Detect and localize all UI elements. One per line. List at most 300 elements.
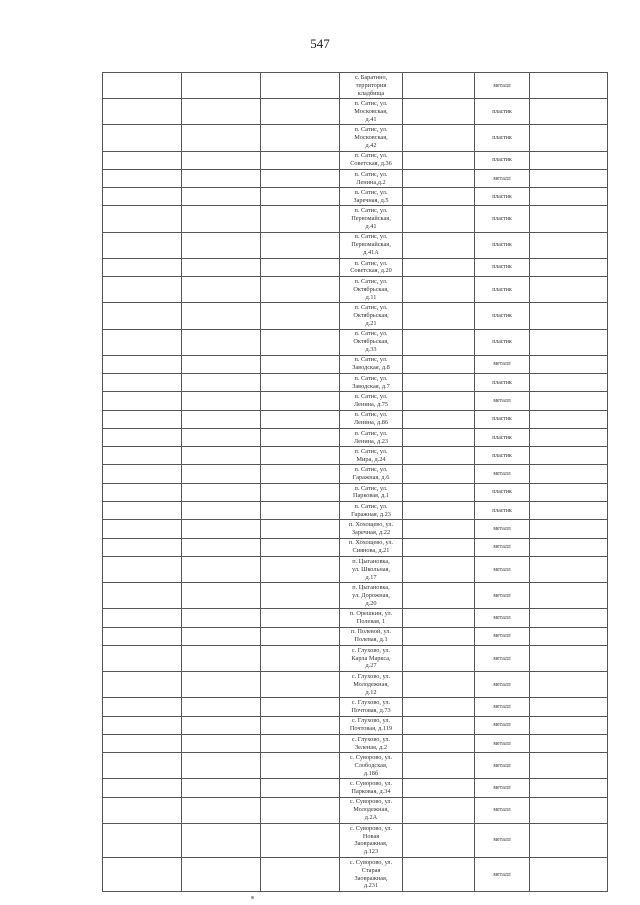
empty-cell <box>530 698 608 716</box>
empty-cell <box>403 583 475 609</box>
empty-cell <box>182 392 261 410</box>
address-line: д.41А <box>363 249 379 257</box>
empty-cell <box>182 734 261 752</box>
material-cell: пластик <box>475 188 530 206</box>
empty-cell <box>530 329 608 355</box>
table-row <box>103 169 608 187</box>
empty-cell <box>182 753 261 779</box>
material-cell: металл <box>475 734 530 752</box>
empty-cell <box>182 583 261 609</box>
empty-cell <box>261 583 340 609</box>
empty-cell <box>182 329 261 355</box>
table-row <box>103 465 608 483</box>
empty-cell <box>530 502 608 520</box>
table-row <box>103 99 608 125</box>
address-line: Первомайская, <box>351 241 391 249</box>
empty-cell <box>103 857 182 891</box>
address-line: п. Сатис, ул. <box>354 277 388 285</box>
address-line: Московская, <box>354 134 388 142</box>
empty-cell <box>261 169 340 187</box>
address-line: Гаражная, д.23 <box>351 510 391 518</box>
address-cell <box>340 99 403 125</box>
address-cell <box>340 169 403 187</box>
address-line: ул. Дорожная, <box>352 591 390 599</box>
empty-cell <box>530 232 608 258</box>
address-line: с. Баратино, <box>354 73 388 81</box>
material-cell: пластик <box>475 99 530 125</box>
empty-cell <box>403 779 475 797</box>
address-line: Новая <box>362 832 380 840</box>
address-line: Заовражная, <box>354 840 388 848</box>
table-row <box>103 73 608 99</box>
material-cell: металл <box>475 823 530 857</box>
empty-cell <box>103 716 182 734</box>
empty-cell <box>530 645 608 671</box>
address-cell <box>340 277 403 303</box>
table-row <box>103 151 608 169</box>
empty-cell <box>182 410 261 428</box>
address-line: Молодежная, <box>353 806 389 814</box>
material-cell: металл <box>475 645 530 671</box>
empty-cell <box>103 734 182 752</box>
address-line: п. Сатис, ул. <box>354 374 388 382</box>
empty-cell <box>103 779 182 797</box>
empty-cell <box>261 151 340 169</box>
empty-cell <box>403 823 475 857</box>
address-cell <box>340 520 403 538</box>
empty-cell <box>103 277 182 303</box>
empty-cell <box>530 188 608 206</box>
address-line: Зеленая, д.2 <box>354 743 388 751</box>
address-line: п. Сатис, ул. <box>354 411 388 419</box>
empty-cell <box>530 73 608 99</box>
empty-cell <box>530 465 608 483</box>
empty-cell <box>103 627 182 645</box>
address-line: Заводская, д.7 <box>352 382 390 390</box>
address-line: п. Хохощево, ул. <box>348 521 394 529</box>
empty-cell <box>261 823 340 857</box>
address-line: п. Сатис, ул. <box>354 233 388 241</box>
address-line: д.12 <box>365 688 377 696</box>
table-row <box>103 734 608 752</box>
empty-cell <box>403 355 475 373</box>
empty-cell <box>261 609 340 627</box>
empty-cell <box>530 206 608 232</box>
address-cell <box>340 258 403 276</box>
table-row <box>103 538 608 556</box>
address-line: Первомайская, <box>351 215 391 223</box>
material-cell: пластик <box>475 447 530 465</box>
empty-cell <box>103 232 182 258</box>
address-line: п. Сатис, ул. <box>354 356 388 364</box>
empty-cell <box>103 447 182 465</box>
address-line: д.123 <box>363 848 379 856</box>
empty-cell <box>182 206 261 232</box>
empty-cell <box>403 206 475 232</box>
address-line: д.231 <box>363 882 379 890</box>
address-line: Старая <box>361 866 381 874</box>
address-line: Октябрьская, <box>353 311 389 319</box>
empty-cell <box>530 716 608 734</box>
table-row <box>103 672 608 698</box>
address-cell <box>340 373 403 391</box>
address-line: п. Сатис, ул. <box>354 259 388 267</box>
table-row <box>103 447 608 465</box>
address-cell <box>340 716 403 734</box>
empty-cell <box>530 303 608 329</box>
address-line: с. Глухово, ул. <box>351 699 391 707</box>
address-line: д.27 <box>365 662 377 670</box>
table-row <box>103 232 608 258</box>
empty-cell <box>103 556 182 582</box>
empty-cell <box>530 410 608 428</box>
empty-cell <box>530 609 608 627</box>
empty-cell <box>530 520 608 538</box>
material-cell: пластик <box>475 410 530 428</box>
address-cell <box>340 125 403 151</box>
empty-cell <box>530 392 608 410</box>
material-cell: металл <box>475 609 530 627</box>
empty-cell <box>403 627 475 645</box>
address-line: Парковая, д.34 <box>351 788 391 796</box>
address-line: с. Суворово, ул. <box>349 753 393 761</box>
address-cell <box>340 151 403 169</box>
empty-cell <box>261 373 340 391</box>
empty-cell <box>103 583 182 609</box>
empty-cell <box>530 672 608 698</box>
address-line: д.41 <box>365 223 377 230</box>
address-line: Сиянова, д.21 <box>352 547 390 555</box>
empty-cell <box>182 373 261 391</box>
empty-cell <box>530 258 608 276</box>
empty-cell <box>261 392 340 410</box>
address-cell <box>340 410 403 428</box>
address-cell <box>340 392 403 410</box>
address-line: д.17 <box>365 573 377 581</box>
table-row <box>103 779 608 797</box>
address-line: Октябрьская, <box>353 338 389 346</box>
empty-cell <box>182 538 261 556</box>
empty-cell <box>403 428 475 446</box>
empty-cell <box>182 258 261 276</box>
empty-cell <box>403 538 475 556</box>
empty-cell <box>182 609 261 627</box>
empty-cell <box>403 373 475 391</box>
empty-cell <box>261 797 340 823</box>
container-site-table <box>102 72 608 892</box>
table-row <box>103 502 608 520</box>
material-cell: пластик <box>475 483 530 501</box>
empty-cell <box>403 277 475 303</box>
address-line: Мира, д.24 <box>356 455 386 463</box>
table-row <box>103 303 608 329</box>
empty-cell <box>182 556 261 582</box>
address-line: Ленина,д.2 <box>356 178 386 186</box>
material-cell: металл <box>475 392 530 410</box>
empty-cell <box>182 277 261 303</box>
address-line: п. Хохощево, ул. <box>348 539 394 547</box>
empty-cell <box>403 734 475 752</box>
empty-cell <box>403 125 475 151</box>
table-row <box>103 206 608 232</box>
address-cell <box>340 73 403 99</box>
address-line: Заречная, д.22 <box>351 529 391 536</box>
table-row <box>103 556 608 582</box>
empty-cell <box>261 206 340 232</box>
address-line: кладбища <box>357 89 385 97</box>
empty-cell <box>530 483 608 501</box>
empty-cell <box>103 823 182 857</box>
address-line: п. Сатис, ул. <box>354 484 388 492</box>
address-line: п. Сатис, ул. <box>354 126 388 134</box>
material-cell: металл <box>475 538 530 556</box>
empty-cell <box>261 556 340 582</box>
address-cell <box>340 797 403 823</box>
empty-cell <box>261 329 340 355</box>
material-cell: пластик <box>475 125 530 151</box>
address-line: д.11 <box>365 293 377 301</box>
empty-cell <box>103 483 182 501</box>
address-line: Заречная, д.5 <box>353 196 389 204</box>
empty-cell <box>403 73 475 99</box>
address-line: Почтовая, д.73 <box>351 706 391 714</box>
empty-cell <box>182 151 261 169</box>
address-cell <box>340 823 403 857</box>
empty-cell <box>403 753 475 779</box>
material-cell: металл <box>475 753 530 779</box>
empty-cell <box>103 609 182 627</box>
address-line: Гаражная, д.6 <box>352 474 390 482</box>
address-cell <box>340 753 403 779</box>
material-cell: пластик <box>475 428 530 446</box>
table-row <box>103 520 608 538</box>
address-line: п. Сатис, ул. <box>354 330 388 338</box>
material-cell: пластик <box>475 232 530 258</box>
address-line: п. Цыгановка, <box>352 583 390 591</box>
table-row <box>103 392 608 410</box>
empty-cell <box>261 672 340 698</box>
address-cell <box>340 857 403 891</box>
empty-cell <box>530 538 608 556</box>
address-cell <box>340 698 403 716</box>
empty-cell <box>403 502 475 520</box>
address-line: п. Сатис, ул. <box>354 429 388 437</box>
empty-cell <box>530 99 608 125</box>
empty-cell <box>103 329 182 355</box>
address-line: Полевая, 1 <box>356 617 386 625</box>
empty-cell <box>103 188 182 206</box>
empty-cell <box>261 73 340 99</box>
address-line: п. Сатис, ул. <box>354 447 388 455</box>
material-cell: металл <box>475 698 530 716</box>
empty-cell <box>403 258 475 276</box>
empty-cell <box>103 169 182 187</box>
empty-cell <box>103 73 182 99</box>
empty-cell <box>403 520 475 538</box>
empty-cell <box>403 797 475 823</box>
empty-cell <box>261 125 340 151</box>
address-line: д.21 <box>365 319 377 327</box>
empty-cell <box>403 465 475 483</box>
address-line: Почтовая, д.119 <box>349 725 393 733</box>
address-cell <box>340 556 403 582</box>
table-row <box>103 753 608 779</box>
empty-cell <box>103 99 182 125</box>
empty-cell <box>261 277 340 303</box>
table-row <box>103 609 608 627</box>
empty-cell <box>403 303 475 329</box>
address-cell <box>340 502 403 520</box>
empty-cell <box>530 779 608 797</box>
empty-cell <box>261 303 340 329</box>
address-cell <box>340 188 403 206</box>
address-cell <box>340 779 403 797</box>
table-row <box>103 125 608 151</box>
material-cell: пластик <box>475 303 530 329</box>
address-line: с. Суворово, ул. <box>349 858 393 866</box>
empty-cell <box>103 206 182 232</box>
empty-cell <box>103 797 182 823</box>
address-line: п. Сатис, ул. <box>354 393 388 401</box>
empty-cell <box>182 303 261 329</box>
address-cell <box>340 672 403 698</box>
empty-cell <box>530 355 608 373</box>
empty-cell <box>261 188 340 206</box>
empty-cell <box>182 73 261 99</box>
address-line: Московская, <box>354 107 388 115</box>
empty-cell <box>182 355 261 373</box>
page-number: 547 <box>310 36 330 51</box>
address-cell <box>340 465 403 483</box>
empty-cell <box>103 355 182 373</box>
material-cell: металл <box>475 627 530 645</box>
address-line: п. Сатис, ул. <box>354 466 388 474</box>
address-line: п. Сатис, ул. <box>354 304 388 312</box>
address-line: Ленина, д.86 <box>353 419 389 427</box>
empty-cell <box>103 373 182 391</box>
address-line: п. Сатис, ул. <box>354 152 388 160</box>
empty-cell <box>103 538 182 556</box>
table-row <box>103 373 608 391</box>
empty-cell <box>103 645 182 671</box>
empty-cell <box>182 627 261 645</box>
empty-cell <box>182 502 261 520</box>
empty-cell <box>261 520 340 538</box>
address-line: п. Орешкин, ул. <box>349 610 393 618</box>
material-cell: пластик <box>475 329 530 355</box>
empty-cell <box>403 609 475 627</box>
address-line: Ленина, д.23 <box>353 437 389 445</box>
empty-cell <box>261 698 340 716</box>
empty-cell <box>530 125 608 151</box>
address-line: Молодежная, <box>353 680 389 688</box>
material-cell: металл <box>475 73 530 99</box>
address-line: с. Глухово, ул. <box>351 717 391 725</box>
empty-cell <box>261 857 340 891</box>
empty-cell <box>182 483 261 501</box>
empty-cell <box>403 447 475 465</box>
material-cell: металл <box>475 779 530 797</box>
address-line: с. Глухово, ул. <box>351 735 391 743</box>
address-line: п. Сатис, ул. <box>354 188 388 196</box>
empty-cell <box>261 355 340 373</box>
address-cell <box>340 206 403 232</box>
empty-cell <box>182 125 261 151</box>
empty-cell <box>103 410 182 428</box>
empty-cell <box>403 716 475 734</box>
material-cell: металл <box>475 797 530 823</box>
empty-cell <box>530 373 608 391</box>
empty-cell <box>530 753 608 779</box>
address-cell <box>340 645 403 671</box>
address-cell <box>340 447 403 465</box>
address-cell <box>340 329 403 355</box>
address-line: Полевая, д.1 <box>354 636 388 644</box>
table-row <box>103 277 608 303</box>
empty-cell <box>403 99 475 125</box>
material-cell: пластик <box>475 206 530 232</box>
address-line: п. Сатис, ул. <box>354 170 388 178</box>
address-line: Заводская, д.8 <box>352 364 390 372</box>
address-line: Слободская, <box>354 761 388 769</box>
address-cell <box>340 355 403 373</box>
empty-cell <box>261 734 340 752</box>
empty-cell <box>103 392 182 410</box>
address-line: п. Сатис, ул. <box>354 502 388 510</box>
address-line: Октябрьская, <box>353 285 389 293</box>
empty-cell <box>261 232 340 258</box>
material-cell: пластик <box>475 502 530 520</box>
empty-cell <box>403 483 475 501</box>
empty-cell <box>403 672 475 698</box>
address-line: Советская, д.36 <box>350 160 392 168</box>
empty-cell <box>530 857 608 891</box>
material-cell: металл <box>475 169 530 187</box>
empty-cell <box>530 797 608 823</box>
table-row <box>103 258 608 276</box>
address-line: Карла Маркса, <box>351 654 391 662</box>
address-cell <box>340 583 403 609</box>
table-row <box>103 583 608 609</box>
address-line: Советская, д.20 <box>350 267 392 275</box>
empty-cell <box>530 627 608 645</box>
empty-cell <box>261 645 340 671</box>
empty-cell <box>103 465 182 483</box>
empty-cell <box>261 779 340 797</box>
address-line: с. Глухово, ул. <box>351 672 391 680</box>
empty-cell <box>403 169 475 187</box>
empty-cell <box>182 428 261 446</box>
empty-cell <box>403 857 475 891</box>
empty-cell <box>182 447 261 465</box>
material-cell: пластик <box>475 258 530 276</box>
material-cell: металл <box>475 355 530 373</box>
material-cell: пластик <box>475 277 530 303</box>
empty-cell <box>403 410 475 428</box>
material-cell: пластик <box>475 151 530 169</box>
address-cell <box>340 483 403 501</box>
table-row <box>103 716 608 734</box>
empty-cell <box>403 329 475 355</box>
address-line: Ленина, д.75 <box>353 400 389 408</box>
table-row <box>103 797 608 823</box>
empty-cell <box>403 151 475 169</box>
material-cell: металл <box>475 465 530 483</box>
address-line: д.20 <box>365 599 377 607</box>
material-cell: металл <box>475 520 530 538</box>
empty-cell <box>530 151 608 169</box>
empty-cell <box>261 538 340 556</box>
